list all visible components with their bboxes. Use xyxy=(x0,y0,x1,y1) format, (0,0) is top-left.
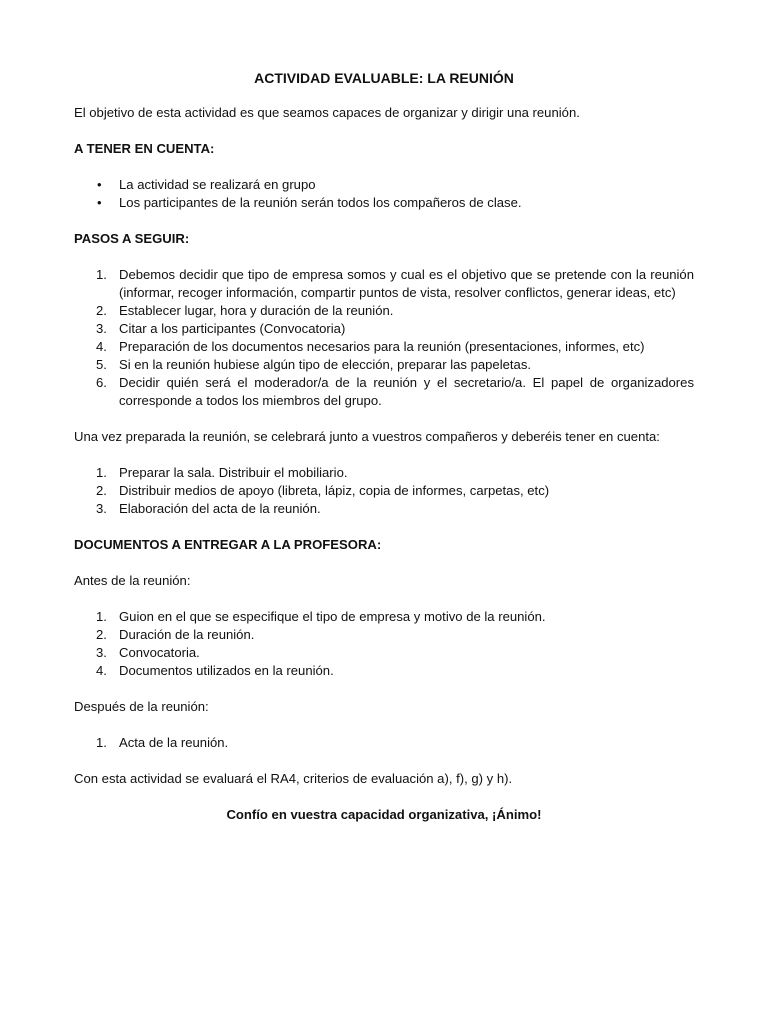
antes-label: Antes de la reunión: xyxy=(74,573,191,588)
documentos-heading: DOCUMENTOS A ENTREGAR A LA PROFESORA: xyxy=(74,537,382,552)
pasos-heading: PASOS A SEGUIR: xyxy=(74,231,190,246)
list-item-text: Debemos decidir que tipo de empresa somos y cual es el objetivo que se pretende con la reunión (informar, recoger información, compartir puntos de vista, resolver conflictos, generar ideas, etc) xyxy=(119,267,694,300)
list-number: 2. xyxy=(96,627,107,642)
list-number: 3. xyxy=(96,321,107,336)
list-item xyxy=(74,500,694,518)
list-item xyxy=(74,176,694,194)
list-item xyxy=(74,302,694,320)
list-number: 1. xyxy=(96,465,107,480)
despues-list xyxy=(74,734,694,752)
list-item xyxy=(74,338,694,356)
list-item xyxy=(74,194,694,212)
list-item-text: Documentos utilizados en la reunión. xyxy=(119,663,334,678)
evaluacion-paragraph: Con esta actividad se evaluará el RA4, criterios de evaluación a), f), g) y h). xyxy=(74,771,513,786)
list-number: 1. xyxy=(96,735,107,750)
list-item-text: Distribuir medios de apoyo (libreta, lápiz, copia de informes, carpetas, etc) xyxy=(119,483,550,498)
celebracion-list xyxy=(74,464,694,518)
list-item-text: Guion en el que se especifique el tipo de empresa y motivo de la reunión. xyxy=(119,609,546,624)
list-item xyxy=(74,464,694,482)
bullet-marker: • xyxy=(97,195,102,210)
list-number: 2. xyxy=(96,483,107,498)
list-item xyxy=(74,356,694,374)
list-item xyxy=(74,662,694,680)
list-item xyxy=(74,734,694,752)
list-number: 1. xyxy=(96,267,107,282)
list-item-text: Establecer lugar, hora y duración de la reunión. xyxy=(119,303,394,318)
list-item xyxy=(74,608,694,626)
list-item-text: Decidir quién será el moderador/a de la reunión y el secretario/a. El papel de organizadores corresponde a todos los miembros del grupo. xyxy=(119,375,694,408)
bullet-marker: • xyxy=(97,177,102,192)
pasos-list xyxy=(74,266,694,410)
list-item-text: Citar a los participantes (Convocatoria) xyxy=(119,321,346,336)
list-number: 6. xyxy=(96,375,107,390)
despues-label: Después de la reunión: xyxy=(74,699,209,714)
celebracion-paragraph: Una vez preparada la reunión, se celebrará junto a vuestros compañeros y deberéis tener en cuenta: xyxy=(74,429,660,444)
antes-list xyxy=(74,608,694,680)
list-item-text: Duración de la reunión. xyxy=(119,627,255,642)
tener-en-cuenta-list xyxy=(74,176,694,212)
list-number: 2. xyxy=(96,303,107,318)
tener-en-cuenta-heading: A TENER EN CUENTA: xyxy=(74,141,215,156)
closing-message: Confío en vuestra capacidad organizativa, ¡Ánimo! xyxy=(226,807,542,822)
list-item-text: Los participantes de la reunión serán todos los compañeros de clase. xyxy=(119,195,522,210)
list-item xyxy=(74,266,694,302)
list-number: 3. xyxy=(96,645,107,660)
document-title: ACTIVIDAD EVALUABLE: LA REUNIÓN xyxy=(254,70,514,86)
list-item-text: Elaboración del acta de la reunión. xyxy=(119,501,321,516)
list-item-text: Acta de la reunión. xyxy=(119,735,229,750)
list-item xyxy=(74,320,694,338)
list-item xyxy=(74,482,694,500)
list-item xyxy=(74,374,694,410)
list-number: 4. xyxy=(96,663,107,678)
list-number: 3. xyxy=(96,501,107,516)
list-item-text: Convocatoria. xyxy=(119,645,200,660)
list-number: 4. xyxy=(96,339,107,354)
document-page xyxy=(74,69,694,824)
list-item-text: Si en la reunión hubiese algún tipo de elección, preparar las papeletas. xyxy=(119,357,532,372)
list-item-text: La actividad se realizará en grupo xyxy=(119,177,316,192)
list-number: 5. xyxy=(96,357,107,372)
list-item-text: Preparar la sala. Distribuir el mobiliario. xyxy=(119,465,348,480)
intro-paragraph: El objetivo de esta actividad es que seamos capaces de organizar y dirigir una reunión. xyxy=(74,105,580,120)
list-number: 1. xyxy=(96,609,107,624)
list-item-text: Preparación de los documentos necesarios para la reunión (presentaciones, informes, etc) xyxy=(119,339,645,354)
list-item xyxy=(74,626,694,644)
list-item xyxy=(74,644,694,662)
